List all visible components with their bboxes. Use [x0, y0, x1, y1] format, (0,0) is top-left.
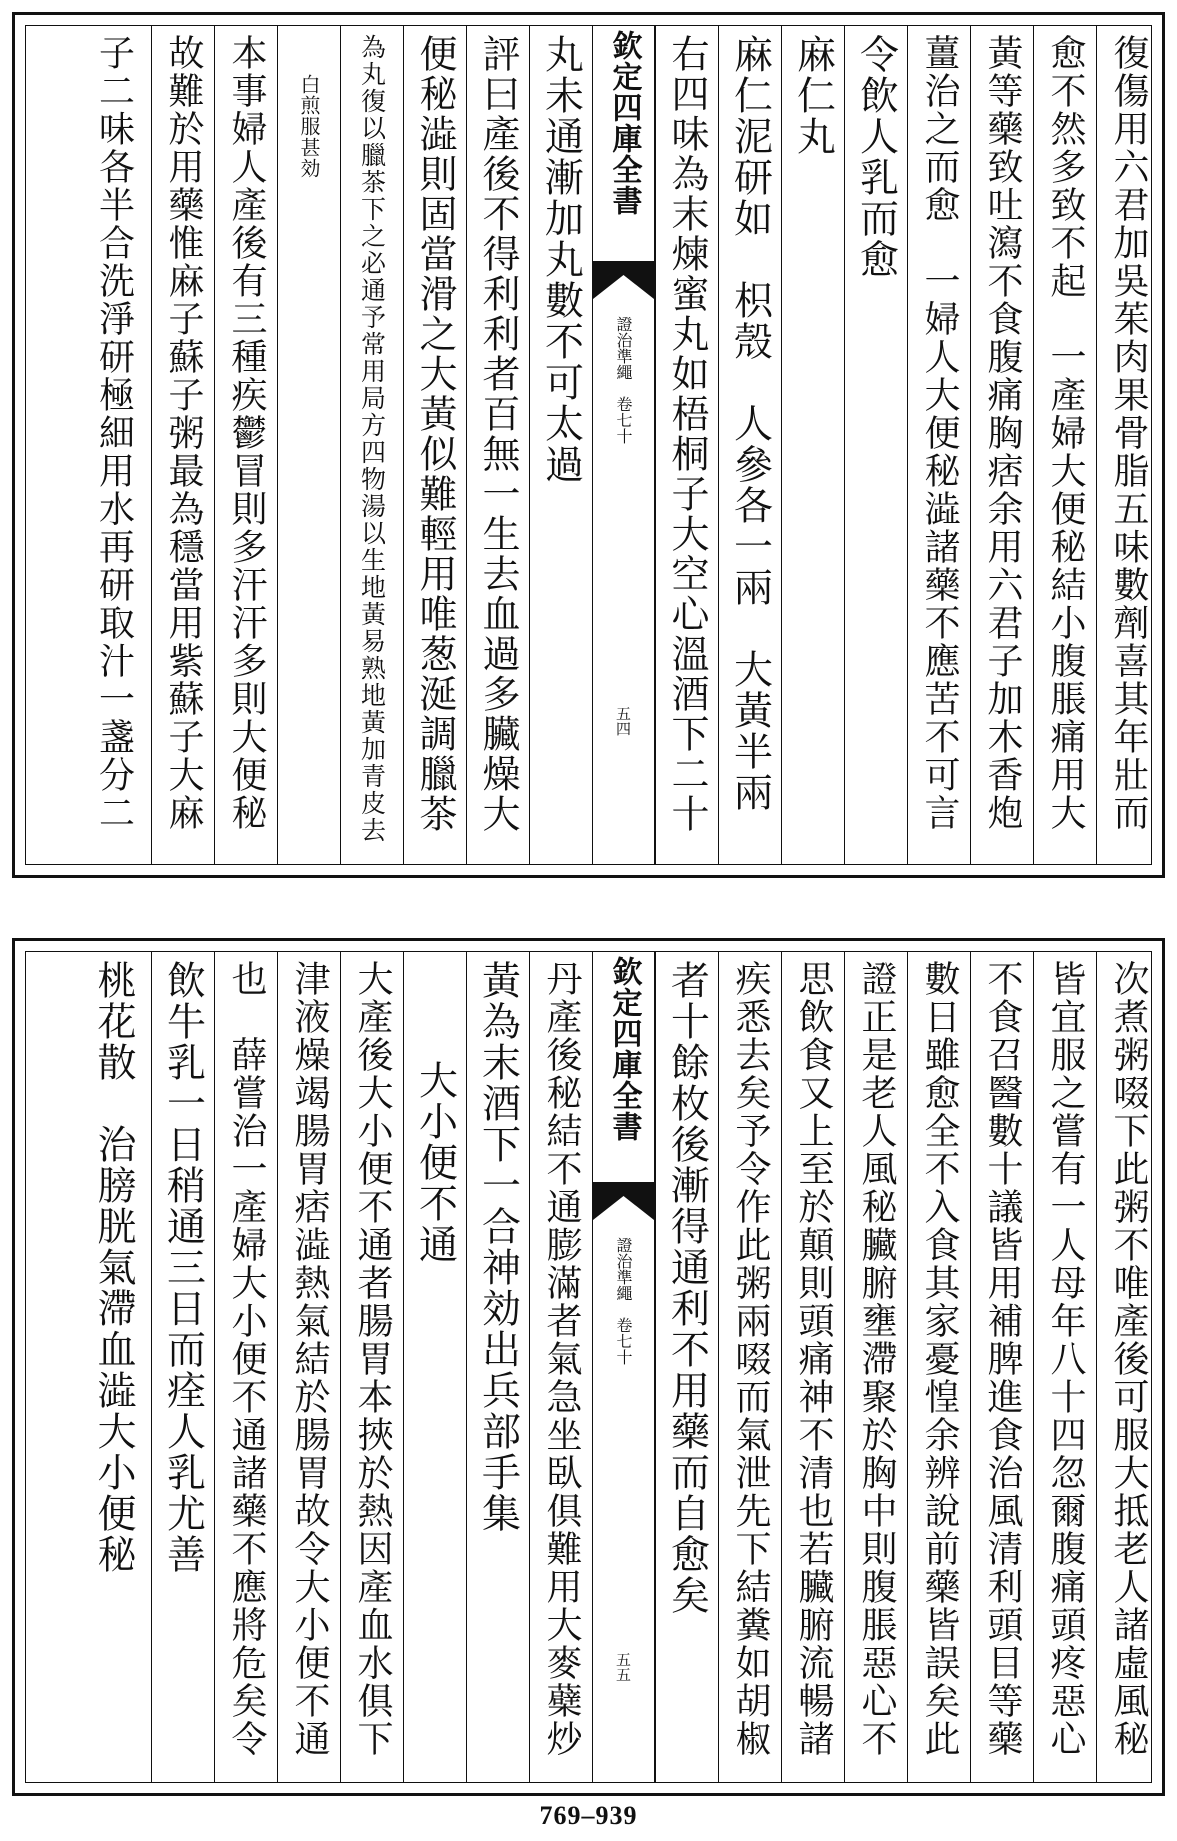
- text-column: [1096, 952, 1152, 1782]
- book-title: 欽定四庫全書: [606, 30, 642, 216]
- column-text: 思飲食又上至於顛則頭痛神不清也若臟腑流暢諸: [793, 960, 834, 1758]
- column-text: 數日雖愈全不入食其家憂惶余辨說前藥皆誤矣此: [919, 960, 960, 1758]
- text-column: [907, 26, 970, 864]
- text-column: [151, 952, 214, 1782]
- column-text: 本事婦人產後有三種疾鬱冒則多汗汗多則大便秘: [226, 34, 267, 832]
- text-column: [718, 952, 781, 1782]
- column-text: 飲牛乳一日稍通三日而痊人乳尤善: [160, 960, 206, 1575]
- column-text: 薑治之而愈 一婦人大便秘澁諸藥不應苦不可言: [919, 34, 960, 832]
- column-text: 者十餘枚後漸得通利不用藥而自愈矣: [664, 960, 710, 1616]
- text-column: [844, 952, 907, 1782]
- text-column: [781, 952, 844, 1782]
- text-column: [214, 952, 277, 1782]
- text-column: [277, 952, 340, 1782]
- column-text: 黃為末酒下一合神効出兵部手集: [475, 960, 521, 1534]
- column-text: 子二味各半合洗淨研極細用水再研取汁一盞分二: [93, 34, 135, 832]
- page-bottom-frame: [25, 951, 1152, 1783]
- page-number: 五五: [614, 1652, 632, 1682]
- text-column: [718, 26, 781, 864]
- text-column: [403, 26, 466, 864]
- text-column: [970, 952, 1033, 1782]
- column-text: 大產後大小便不通者腸胃本挾於熱因產血水俱下: [352, 960, 393, 1758]
- text-column: [26, 26, 151, 864]
- text-column: [1033, 26, 1096, 864]
- column-text: 右四味為末煉蜜丸如梧桐子大空心溫酒下二十: [665, 34, 709, 834]
- text-column: [214, 26, 277, 864]
- text-column: [1096, 26, 1152, 864]
- text-column: [1033, 952, 1096, 1782]
- text-column: [340, 26, 403, 864]
- column-text: 愈不然多致不起 一產婦大便秘結小腹脹痛用大: [1045, 34, 1086, 832]
- column-text: 桃花散 治膀胱氣滯血澁大小便秘: [91, 960, 136, 1575]
- column-text: 復傷用六君加吳茱肉果骨脂五味數劑喜其年壯而: [1108, 34, 1149, 832]
- text-column: [340, 952, 403, 1782]
- column-text: 評曰產後不得利利者百無一生去血過多臟燥大: [476, 34, 520, 834]
- center-margin: [592, 952, 655, 1782]
- column-text: 證正是老人風秘臟腑壅滯聚於胸中則腹脹惡心不: [856, 960, 897, 1758]
- column-text: 令飲人乳而愈: [853, 34, 899, 280]
- column-text: 次煮粥啜下此粥不唯產後可服大抵老人諸虛風秘: [1108, 960, 1149, 1758]
- column-text: 白煎服甚効: [297, 74, 321, 179]
- column-text: 黃等藥致吐瀉不食腹痛胸痞余用六君子加木香炮: [982, 34, 1023, 832]
- book-title: 欽定四庫全書: [606, 956, 642, 1142]
- text-column: [907, 952, 970, 1782]
- volume-label: 證治準繩 卷七十: [614, 316, 633, 444]
- page-bottom: [12, 938, 1165, 1796]
- page-footer-number: 769–939: [539, 1801, 638, 1830]
- page-top-frame: [25, 25, 1152, 865]
- text-column: [403, 952, 466, 1782]
- column-text: 故難於用藥惟麻子蘇子粥最為穩當用紫蘇子大麻: [163, 34, 204, 832]
- text-column: [151, 26, 214, 864]
- column-text: 麻仁丸: [790, 34, 836, 157]
- text-column: [844, 26, 907, 864]
- column-text: 疾悉去矣予令作此粥兩啜而氣泄先下結糞如胡椒: [730, 960, 771, 1758]
- column-text: 大小便不通: [412, 1060, 458, 1265]
- column-text: 不食召醫數十議皆用補脾進食治風清利頭目等藥: [982, 960, 1023, 1758]
- text-column: [466, 26, 529, 864]
- column-text: 為丸復以臘茶下之必通予常用局方四物湯以生地黃易熟地黃加青皮去: [357, 34, 387, 844]
- column-text: 便秘澁則固當滑之大黃似難輕用唯葱涎調臘茶: [413, 34, 457, 834]
- column-text: 津液燥竭腸胃痞澁熱氣結於腸胃故令大小便不通: [289, 960, 330, 1758]
- text-column: [529, 26, 592, 864]
- column-text: 丸未通漸加丸數不可太過: [538, 34, 584, 485]
- column-text: 也 薛嘗治一產婦大小便不通諸藥不應將危矣令: [226, 960, 267, 1758]
- column-text: 丹產後秘結不通膨滿者氣急坐臥俱難用大麥蘗炒: [541, 960, 582, 1758]
- text-column: [277, 26, 340, 864]
- fishtail-ornament-icon: [593, 261, 654, 299]
- column-text: 麻仁泥研如 枳殼 人參各一兩 大黃半兩: [727, 34, 773, 813]
- text-column: [466, 952, 529, 1782]
- page-top: [12, 12, 1165, 878]
- center-margin: [592, 26, 655, 864]
- text-column: [655, 26, 718, 864]
- fishtail-ornament-icon: [593, 1182, 654, 1220]
- text-column: [529, 952, 592, 1782]
- text-column: [970, 26, 1033, 864]
- volume-label: 證治準繩 卷七十: [614, 1237, 633, 1365]
- column-text: 皆宜服之嘗有一人母年八十四忽爾腹痛頭疼惡心: [1045, 960, 1086, 1758]
- text-column: [781, 26, 844, 864]
- text-column: [655, 952, 718, 1782]
- text-column: [26, 952, 151, 1782]
- page-number: 五四: [614, 706, 632, 736]
